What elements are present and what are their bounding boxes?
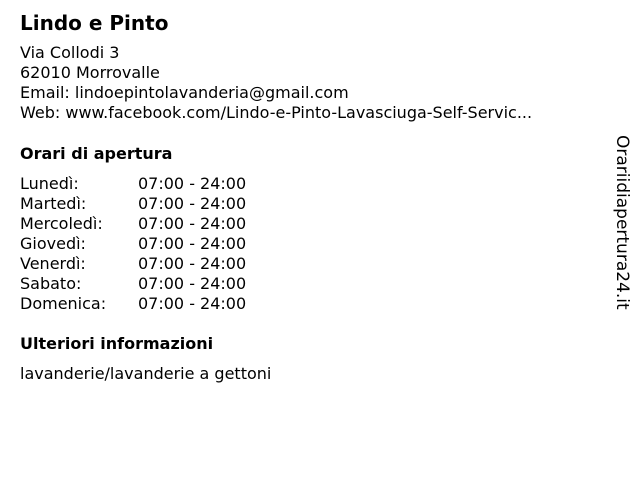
email-line[interactable]: Email: lindoepintolavanderia@gmail.com xyxy=(20,83,349,102)
business-card xyxy=(20,10,595,384)
time-range: 07:00 - 24:00 xyxy=(138,254,247,273)
hours-row-tuesday xyxy=(20,194,595,214)
business-name: Lindo e Pinto xyxy=(20,11,169,35)
day-label: Lunedì: xyxy=(20,174,79,193)
address-block xyxy=(20,43,595,123)
hours-row-monday xyxy=(20,174,595,194)
hours-row-saturday xyxy=(20,274,595,294)
hours-row-thursday xyxy=(20,234,595,254)
day-label: Venerdì: xyxy=(20,254,86,273)
city-address: 62010 Morrovalle xyxy=(20,63,160,82)
time-range: 07:00 - 24:00 xyxy=(138,214,247,233)
day-label: Sabato: xyxy=(20,274,82,293)
hours-row-sunday xyxy=(20,294,595,314)
time-range: 07:00 - 24:00 xyxy=(138,274,247,293)
day-label: Mercoledì: xyxy=(20,214,103,233)
time-range: 07:00 - 24:00 xyxy=(138,294,247,313)
day-label: Domenica: xyxy=(20,294,107,313)
opening-hours-title: Orari di apertura xyxy=(20,144,173,163)
business-category: lavanderie/lavanderie a gettoni xyxy=(20,364,272,383)
time-range: 07:00 - 24:00 xyxy=(138,194,247,213)
hours-row-wednesday xyxy=(20,214,595,234)
extra-info-title: Ulteriori informazioni xyxy=(20,334,214,353)
time-range: 07:00 - 24:00 xyxy=(138,174,247,193)
street-address: Via Collodi 3 xyxy=(20,43,120,62)
time-range: 07:00 - 24:00 xyxy=(138,234,247,253)
day-label: Giovedì: xyxy=(20,234,86,253)
website-line[interactable]: Web: www.facebook.com/Lindo-e-Pinto-Lavasciuga-Self-Servic... xyxy=(20,103,533,122)
opening-hours-list xyxy=(20,174,595,314)
site-watermark: Orariidiapertura24.it xyxy=(612,135,632,310)
hours-row-friday xyxy=(20,254,595,274)
day-label: Martedì: xyxy=(20,194,87,213)
